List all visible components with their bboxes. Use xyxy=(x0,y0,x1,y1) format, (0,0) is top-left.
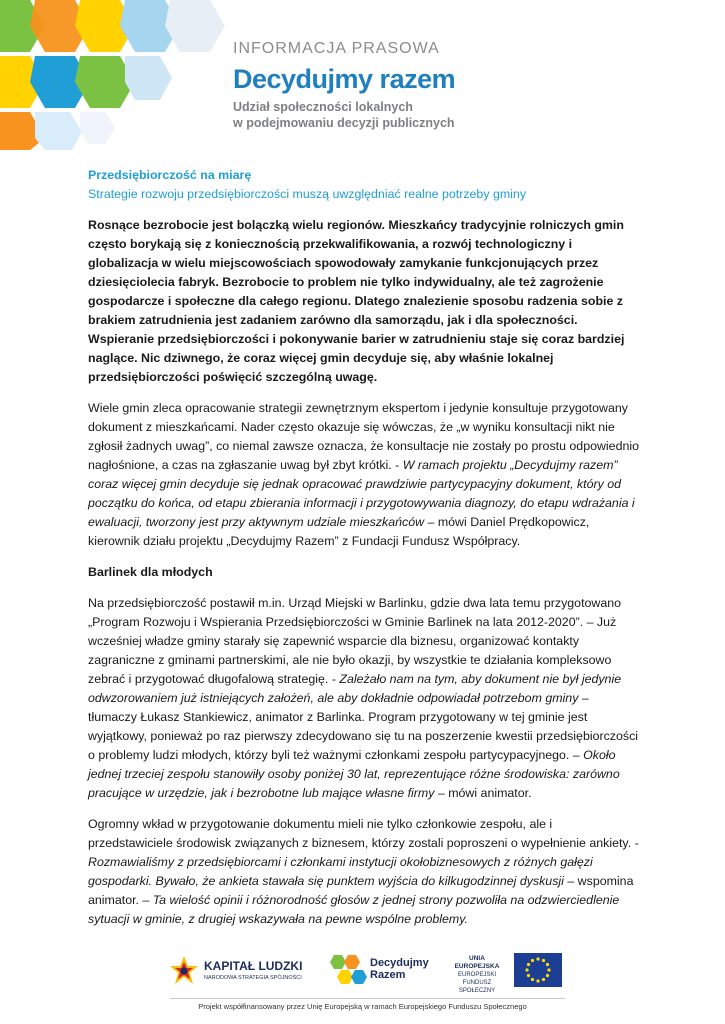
subheading-barlinek: Barlinek dla młodych xyxy=(88,565,213,579)
decydujmy-razem-line-1: Decydujmy xyxy=(370,957,429,969)
header-text-block xyxy=(233,40,455,131)
project-subtitle-line-1: Udział społeczności lokalnych xyxy=(233,100,413,114)
decydujmy-razem-logo xyxy=(328,951,428,991)
paragraph-1-text-c: – mówi Daniel Prędkopowicz, kierownik działu projektu „Decydujmy Razem” z Fundacji Fundusz Współpracy. xyxy=(88,515,590,548)
paragraph-1-quote: W ramach projektu „Decydujmy razem” coraz więcej gmin decyduje się jednak opracować prawdziwie partycypacyjny dokument, który od początku do końca, od etapu zbierania informacji i przygotowywania diagnozy, do etapu wdrażania i ewaluacji, tworzony jest przy aktywnym udziale mieszkańców xyxy=(88,458,635,529)
paragraph-3-quote-2: Ta wielość opinii i różnorodność głosów z jednej strony pozwoliła na odzwierciedlenie sytuacji w gminie, z drugiej wskazywała na pewne wspólne problemy. xyxy=(88,893,620,926)
project-subtitle xyxy=(233,99,455,131)
kapital-ludzki-subtitle: NARODOWA STRATEGIA SPÓJNOŚCI xyxy=(204,975,302,981)
article-body xyxy=(88,166,640,941)
press-release-label: INFORMACJA PRASOWA xyxy=(233,40,440,57)
kapital-ludzki-logo xyxy=(168,950,318,990)
decydujmy-razem-text xyxy=(370,957,429,981)
paragraph-2-text-e: – mówi animator. xyxy=(434,786,532,800)
paragraph-2-text-a: Na przedsiębiorczość postawił m.in. Urząd Miejski w Barlinku, gdzie dwa lata temu przygotowano „Program Rozwoju i Wspierania Przedsiębiorczości w Gminie Barlinek na lata 2012-2020”. – Już wcześniej władze gminy starały się zapewnić wsparcie dla biznesu, organizować kontakty zagraniczne z gminami partnerskimi, ale nie było okazji, by wszystkie te działania kompleksowo zebrać i przygotować długofalową strategię. - xyxy=(88,596,622,686)
eu-text xyxy=(446,955,508,995)
footer xyxy=(0,945,725,1024)
paragraph-2-quote-1: Zależało nam na tym, aby dokument nie był jedynie odwzorowaniem już istniejących założeń, ale aby dokładnie odpowiadał potrzebom gminy xyxy=(88,672,622,705)
paragraph-3-text-a: Ogromny wkład w przygotowanie dokumentu mieli nie tylko członkowie zespołu, ale i przedstawiciele środowisk związanych z biznesem, którzy zostali poproszeni o wypełnienie ankiety. - xyxy=(88,817,639,850)
paragraph-3 xyxy=(88,815,640,929)
eu-line-3: FUNDUSZ SPOŁECZNY xyxy=(458,980,496,994)
kapital-ludzki-star-icon xyxy=(168,954,200,986)
decydujmy-razem-line-2: Razem xyxy=(370,969,406,981)
project-subtitle-line-2: w podejmowaniu decyzji publicznych xyxy=(233,116,455,130)
footer-divider xyxy=(170,998,565,999)
section-subtitle: Strategie rozwoju przedsiębiorczości muszą uwzględniać realne potrzeby gminy xyxy=(88,187,527,201)
paragraph-2-quote-2: Około jednej trzeciej zespołu stanowiły osoby poniżej 30 lat, reprezentujące różne środowiska: zarówno pracujące w urzędzie, jak i bezrobotne lub mające własne firmy xyxy=(88,748,620,800)
eu-logo xyxy=(440,951,565,994)
eu-flag-icon xyxy=(514,953,562,987)
decydujmy-razem-hexagon-icon xyxy=(328,953,368,987)
lead-paragraph: Rosnące bezrobocie jest bolączką wielu regionów. Mieszkańcy tradycyjnie rolniczych gmin często borykają się z koniecznością przekwalifikowania, a rozwój technologiczny i globalizacja w wielu miejscowościach spowodowały zamykanie funkcjonujących przez dziesięciolecia fabryk. Bezrobocie to problem nie tylko indywidualny, ale też zagrożenie gospodarcze i społeczne dla całego regionu. Dlatego znalezienie sposobu radzenia sobie z brakiem zatrudnienia jest zadaniem zarówno dla samorządu, jak i dla społeczności. Wspieranie przedsiębiorczości i pokonywanie barier w zatrudnieniu staje się coraz bardziej naglące. Nic dziwnego, że coraz więcej gmin decyduje się, aby właśnie lokalnej przedsiębiorczości poświęcić szczególną uwagę. xyxy=(88,218,625,384)
kapital-ludzki-title: KAPITAŁ LUDZKI xyxy=(204,959,303,973)
eu-line-2: EUROPEJSKI xyxy=(457,972,496,978)
paragraph-1 xyxy=(88,399,640,551)
paragraph-2 xyxy=(88,594,640,803)
project-title: Decydujmy razem xyxy=(233,64,456,94)
paragraph-2-text-c: – tłumaczy Łukasz Stankiewicz, animator z Barlinka. Program przygotowany w tej gminie jest wyjątkowy, ponieważ po raz pierwszy zdecydowano się tu na poszerzenie kwestii przedsiębiorczości o problemy ludzi młodych, którzy byli też ważnymi członkami zespołu partycypacyjnego. – xyxy=(88,691,639,762)
section-title: Przedsiębiorczość na miarę xyxy=(88,168,252,182)
paragraph-1-text-a: Wiele gmin zleca opracowanie strategii zewnętrznym ekspertom i jedynie konsultuje przygotowany dokument z mieszkańcami. Nader często okazuje się wówczas, że „w wyniku konsultacji nikt nie zgłosił żadnych uwag”, co niemal zawsze oznacza, że konsultacje nie zostały po prostu odpowiednio nagłośnione, a czas na zgłaszanie uwag był zbyt krótki. - xyxy=(88,401,639,472)
header-hexagon-pattern xyxy=(0,0,225,150)
eu-line-1: UNIA EUROPEJSKA xyxy=(454,955,500,970)
cofinancing-note: Projekt współfinansowany przez Unię Europejską w ramach Europejskiego Funduszu Społecznego xyxy=(198,1002,527,1011)
paragraph-3-quote-1: Rozmawialiśmy z przedsiębiorcami i członkami instytucji okołobiznesowych z różnych gałęzi gospodarki. Bywało, że ankieta stawała się punktem wyjścia do kilkugodzinnej dyskusji xyxy=(88,855,593,888)
paragraph-3-text-c: – wspomina animator. – xyxy=(88,874,634,907)
